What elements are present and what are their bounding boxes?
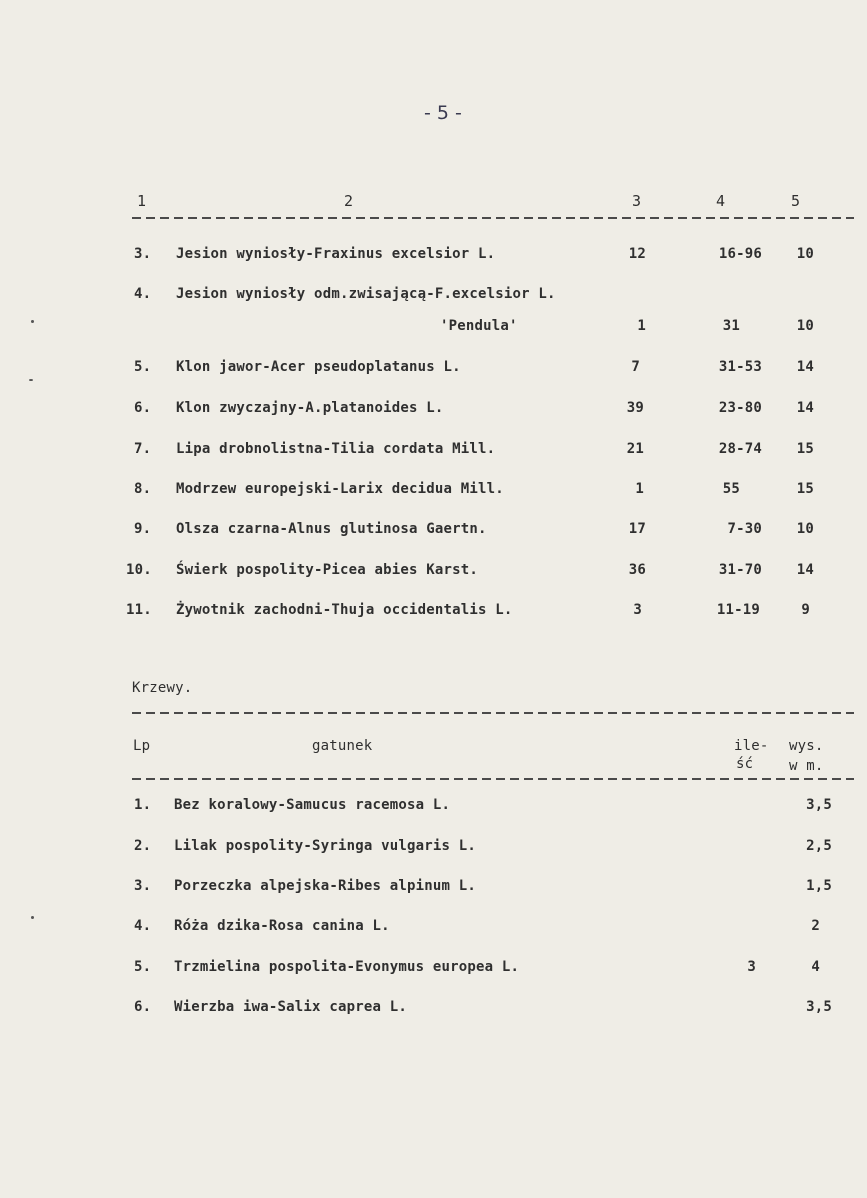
row-species: Modrzew europejski-Larix decidua Mill. bbox=[176, 481, 504, 497]
row-species: Klon jawor-Acer pseudoplatanus L. bbox=[176, 359, 461, 375]
row-col4: 16-96 bbox=[718, 246, 762, 262]
row-col5: 14 bbox=[796, 400, 814, 416]
row-species: Jesion wyniosły odm.zwisającą-F.excelsior L. bbox=[176, 286, 556, 302]
scan-mark bbox=[29, 379, 33, 381]
column-header-3: 3 bbox=[632, 192, 642, 210]
row-col5: 10 bbox=[796, 318, 814, 334]
shrubs-top-divider bbox=[132, 712, 854, 714]
row-species: Porzeczka alpejska-Ribes alpinum L. bbox=[174, 878, 477, 894]
row-height: 2,5 bbox=[806, 838, 832, 854]
row-species: Jesion wyniosły-Fraxinus excelsior L. bbox=[176, 246, 496, 262]
row-species: Lipa drobnolistna-Tilia cordata Mill. bbox=[176, 441, 496, 457]
row-lp: 1. bbox=[134, 797, 152, 813]
row-col3: 21 bbox=[626, 441, 644, 457]
shrubs-header-qty: ile- bbox=[734, 738, 769, 754]
row-species: Żywotnik zachodni-Thuja occidentalis L. bbox=[176, 602, 513, 618]
row-col4: 7-30 bbox=[727, 521, 762, 537]
row-species: Lilak pospolity-Syringa vulgaris L. bbox=[174, 838, 477, 854]
column-header-4: 4 bbox=[716, 192, 726, 210]
page-number: - 5 - bbox=[424, 102, 462, 124]
row-col3: 3 bbox=[633, 602, 642, 618]
row-lp: 11. bbox=[126, 602, 152, 618]
row-col3: 1 bbox=[635, 481, 644, 497]
shrubs-header-height: wys. bbox=[789, 738, 824, 754]
row-height: 1,5 bbox=[806, 878, 832, 894]
row-col5: 10 bbox=[796, 246, 814, 262]
row-col3: 12 bbox=[628, 246, 646, 262]
row-col5: 14 bbox=[796, 562, 814, 578]
row-col4: 28-74 bbox=[718, 441, 762, 457]
row-col3: 36 bbox=[628, 562, 646, 578]
shrubs-header-divider bbox=[132, 778, 854, 780]
row-species: Róża dzika-Rosa canina L. bbox=[174, 918, 390, 934]
row-col4: 31 bbox=[722, 318, 740, 334]
row-col4: 11-19 bbox=[716, 602, 760, 618]
header-divider bbox=[132, 217, 854, 219]
row-col3: 17 bbox=[628, 521, 646, 537]
row-lp: 5. bbox=[134, 359, 152, 375]
row-species: Klon zwyczajny-A.platanoides L. bbox=[176, 400, 444, 416]
row-col3: 1 bbox=[637, 318, 646, 334]
row-lp: 10. bbox=[126, 562, 152, 578]
row-col5: 9 bbox=[801, 602, 810, 618]
shrubs-header-lp: Lp bbox=[133, 738, 151, 754]
row-species: Świerk pospolity-Picea abies Karst. bbox=[176, 562, 479, 578]
row-col5: 15 bbox=[796, 441, 814, 457]
row-species: Wierzba iwa-Salix caprea L. bbox=[174, 999, 407, 1015]
column-header-2: 2 bbox=[344, 192, 354, 210]
column-header-1: 1 bbox=[137, 192, 147, 210]
row-lp: 8. bbox=[134, 481, 152, 497]
row-lp: 9. bbox=[134, 521, 152, 537]
row-lp: 4. bbox=[134, 286, 152, 302]
shrubs-header-height-unit: w m. bbox=[789, 758, 824, 774]
row-lp: 6. bbox=[134, 999, 152, 1015]
row-col3: 7 bbox=[631, 359, 640, 375]
row-lp: 6. bbox=[134, 400, 152, 416]
row-lp: 3. bbox=[134, 878, 152, 894]
row-lp: 4. bbox=[134, 918, 152, 934]
row-col5: 14 bbox=[796, 359, 814, 375]
row-species: Trzmielina pospolita-Evonymus europea L. bbox=[174, 959, 520, 975]
row-lp: 2. bbox=[134, 838, 152, 854]
row-height: 3,5 bbox=[806, 999, 832, 1015]
row-species: Olsza czarna-Alnus glutinosa Gaertn. bbox=[176, 521, 487, 537]
scan-mark bbox=[31, 320, 34, 323]
shrubs-header-qty-cont: ść bbox=[736, 756, 754, 772]
row-lp: 7. bbox=[134, 441, 152, 457]
column-header-5: 5 bbox=[791, 192, 801, 210]
row-col3: 39 bbox=[626, 400, 644, 416]
row-height: 3,5 bbox=[806, 797, 832, 813]
shrubs-header-species: gatunek bbox=[312, 738, 373, 754]
row-col5: 10 bbox=[796, 521, 814, 537]
row-lp: 3. bbox=[134, 246, 152, 262]
row-col4: 55 bbox=[722, 481, 740, 497]
row-height: 2 bbox=[811, 918, 820, 934]
section-title-shrubs: Krzewy. bbox=[132, 680, 193, 696]
row-col5: 15 bbox=[796, 481, 814, 497]
row-height: 4 bbox=[811, 959, 820, 975]
row-col4: 23-80 bbox=[718, 400, 762, 416]
row-col4: 31-70 bbox=[718, 562, 762, 578]
row-col4: 31-53 bbox=[718, 359, 762, 375]
row-qty: 3 bbox=[747, 959, 756, 975]
row-species: Bez koralowy-Samucus racemosa L. bbox=[174, 797, 451, 813]
row-lp: 5. bbox=[134, 959, 152, 975]
row-species-cultivar: 'Pendula' bbox=[440, 318, 518, 334]
scan-mark bbox=[31, 916, 34, 919]
